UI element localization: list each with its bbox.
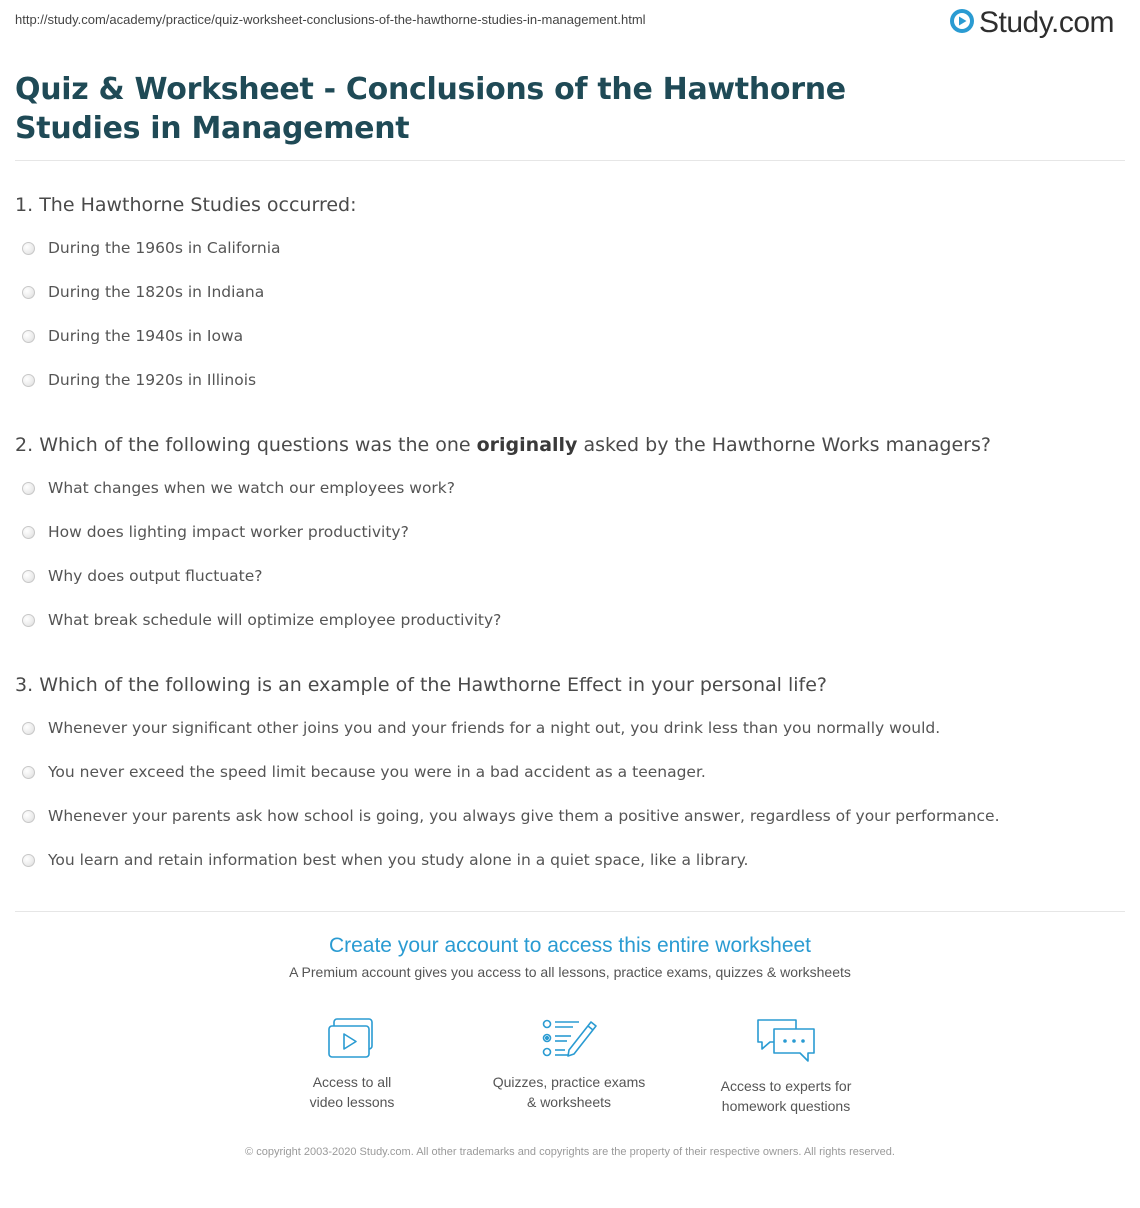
feature-label: Access to all video lessons <box>309 1074 395 1110</box>
copyright-notice: © copyright 2003-2020 Study.com. All other trademarks and copyrights are the property of their respective owners. All rights reserved. <box>245 1146 895 1158</box>
feature-label: Access to experts for homework questions <box>720 1078 852 1114</box>
option-label: During the 1940s in Iowa <box>48 327 244 345</box>
page-url: http://study.com/academy/practice/quiz-worksheet-conclusions-of-the-hawthorne-studies-in-management.html <box>15 12 646 27</box>
question-number: 2. <box>15 434 34 456</box>
feature-video-lessons <box>252 1016 452 1112</box>
option-label: What changes when we watch our employees work? <box>48 479 456 497</box>
question-text: Which of the following questions was the one <box>39 434 477 456</box>
question-number: 3. <box>15 674 34 696</box>
create-account-link[interactable]: Create your account to access this entire worksheet <box>328 934 812 957</box>
answer-option[interactable] <box>22 611 501 629</box>
question-text: Which of the following is an example of the Hawthorne Effect in your personal life? <box>39 674 827 696</box>
question-3 <box>15 674 827 696</box>
question-number: 1. <box>15 194 34 216</box>
feature-quizzes <box>469 1016 669 1112</box>
option-label: What break schedule will optimize employee productivity? <box>48 611 502 629</box>
option-label: During the 1920s in Illinois <box>48 371 257 389</box>
study-logo[interactable] <box>949 6 1114 40</box>
radio-button[interactable] <box>22 570 35 583</box>
answer-option[interactable] <box>22 807 1000 825</box>
question-text: The Hawthorne Studies occurred: <box>39 194 357 216</box>
quiz-checklist-icon <box>469 1016 669 1060</box>
cta-subtitle: A Premium account gives you access to all lessons, practice exams, quizzes & worksheets <box>289 964 851 980</box>
answer-option[interactable] <box>22 719 940 737</box>
radio-button[interactable] <box>22 722 35 735</box>
answer-option[interactable] <box>22 567 263 585</box>
question-text-end: asked by the Hawthorne Works managers? <box>577 434 991 456</box>
option-label: During the 1820s in Indiana <box>48 283 265 301</box>
radio-button[interactable] <box>22 330 35 343</box>
question-1 <box>15 194 357 216</box>
feature-label: Quizzes, practice exams & worksheets <box>492 1074 646 1110</box>
option-label: Why does output fluctuate? <box>48 567 263 585</box>
question-2 <box>15 434 991 456</box>
radio-button[interactable] <box>22 242 35 255</box>
header-divider <box>15 160 1125 161</box>
answer-option[interactable] <box>22 327 243 345</box>
option-label: During the 1960s in California <box>48 239 281 257</box>
answer-option[interactable] <box>22 479 455 497</box>
answer-option[interactable] <box>22 371 256 389</box>
chat-bubbles-icon <box>686 1016 886 1064</box>
radio-button[interactable] <box>22 286 35 299</box>
answer-option[interactable] <box>22 763 706 781</box>
radio-button[interactable] <box>22 614 35 627</box>
video-lessons-icon <box>252 1016 452 1060</box>
cta-divider <box>15 911 1125 912</box>
radio-button[interactable] <box>22 854 35 867</box>
answer-option[interactable] <box>22 851 748 869</box>
page-title: Quiz & Worksheet - Conclusions of the Hawthorne Studies in Management <box>15 72 846 146</box>
radio-button[interactable] <box>22 810 35 823</box>
radio-button[interactable] <box>22 766 35 779</box>
option-label: You learn and retain information best when you study alone in a quiet space, like a library. <box>48 851 749 869</box>
question-emphasis: originally <box>476 434 578 456</box>
radio-button[interactable] <box>22 482 35 495</box>
answer-option[interactable] <box>22 283 264 301</box>
option-label: How does lighting impact worker productivity? <box>48 523 409 541</box>
logo-text: Study.com <box>979 6 1114 39</box>
radio-button[interactable] <box>22 526 35 539</box>
option-label: Whenever your significant other joins you and your friends for a night out, you drink less than you normally would. <box>48 719 941 737</box>
option-label: Whenever your parents ask how school is going, you always give them a positive answer, regardless of your performance. <box>48 807 1000 825</box>
option-label: You never exceed the speed limit because you were in a bad accident as a teenager. <box>48 763 706 781</box>
answer-option[interactable] <box>22 239 281 257</box>
feature-experts <box>686 1016 886 1116</box>
radio-button[interactable] <box>22 374 35 387</box>
answer-option[interactable] <box>22 523 409 541</box>
play-circle-icon <box>949 8 975 38</box>
